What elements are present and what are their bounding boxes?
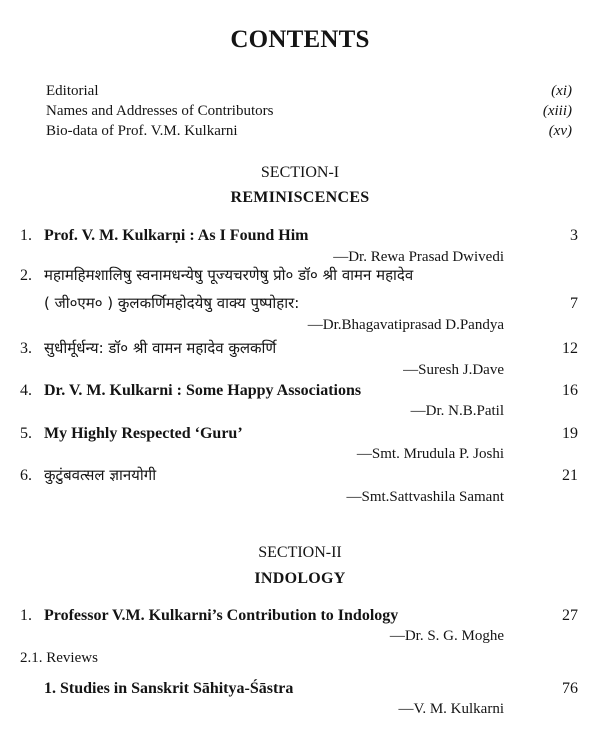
entry-author: —Smt.Sattvashila Samant xyxy=(346,489,504,505)
entry-title: Professor V.M. Kulkarni’s Contribution to Indology xyxy=(44,607,399,624)
entry-title: My Highly Respected ‘Guru’ xyxy=(44,425,243,442)
entry-title: Dr. V. M. Kulkarni : Some Happy Associations xyxy=(44,382,362,399)
front-matter-page: (xi) xyxy=(551,83,572,99)
entry-title-line: ( जी०एम० ) कुलकर्णिमहोदयेषु वाक्य पुष्पोहार: xyxy=(44,294,300,312)
entry-number: 6. xyxy=(20,467,32,484)
entry-page: 12 xyxy=(562,340,578,357)
entry-page: 27 xyxy=(562,607,578,624)
entry-page: 21 xyxy=(562,467,578,484)
entry-author: —Suresh J.Dave xyxy=(403,362,504,378)
entry-page: 76 xyxy=(562,680,578,697)
entry-author: —Dr. N.B.Patil xyxy=(410,403,504,419)
section-heading: SECTION-I xyxy=(260,164,340,181)
entry-number: 2. xyxy=(20,267,32,284)
subsection-label: 2.1. Reviews xyxy=(20,650,98,666)
section-name: INDOLOGY xyxy=(254,570,346,587)
entry-author: —Dr. Rewa Prasad Dwivedi xyxy=(333,249,504,265)
entry-page: 19 xyxy=(562,425,578,442)
entry-page: 16 xyxy=(562,382,578,399)
entry-title: सुधीर्मूर्धन्य: डॉ० श्री वामन महादेव कुलकर्णि xyxy=(44,339,277,357)
entry-title-with-number xyxy=(44,681,293,697)
entry-author: —Dr.Bhagavatiprasad D.Pandya xyxy=(307,317,504,333)
front-matter-page: (xiii) xyxy=(542,103,572,119)
entry-page: 3 xyxy=(570,227,578,244)
entry-author: —Smt. Mrudula P. Joshi xyxy=(356,446,504,462)
entry-number: 1. xyxy=(20,607,32,624)
entry-author: —Dr. S. G. Moghe xyxy=(389,628,504,644)
entry-number: 5. xyxy=(20,425,32,442)
entry-title: Prof. V. M. Kulkarṇi : As I Found Him xyxy=(44,227,309,244)
section-heading: SECTION-II xyxy=(258,544,342,561)
entry-number: 4. xyxy=(20,382,32,399)
entry-number: 1. xyxy=(44,680,56,697)
front-matter-label: Bio-data of Prof. V.M. Kulkarni xyxy=(46,123,238,139)
entry-number: 3. xyxy=(20,340,32,357)
entry-number: 1. xyxy=(20,227,32,244)
entry-title: कुटुंबवत्सल ज्ञानयोगी xyxy=(44,466,157,484)
entry-title-line: महामहिमशालिषु स्वनामधन्येषु पूज्यचरणेषु प्रो० डॉ० श्री वामन महादेव xyxy=(44,266,414,284)
entry-title: Studies in Sanskrit Sāhitya-Śāstra xyxy=(60,680,294,697)
page-title: CONTENTS xyxy=(230,26,370,53)
front-matter-label: Names and Addresses of Contributors xyxy=(46,103,274,119)
entry-page: 7 xyxy=(570,295,578,312)
entry-author: —V. M. Kulkarni xyxy=(398,701,504,717)
front-matter-label: Editorial xyxy=(46,83,99,99)
front-matter-page: (xv) xyxy=(548,123,572,139)
section-name: REMINISCENCES xyxy=(230,189,370,206)
